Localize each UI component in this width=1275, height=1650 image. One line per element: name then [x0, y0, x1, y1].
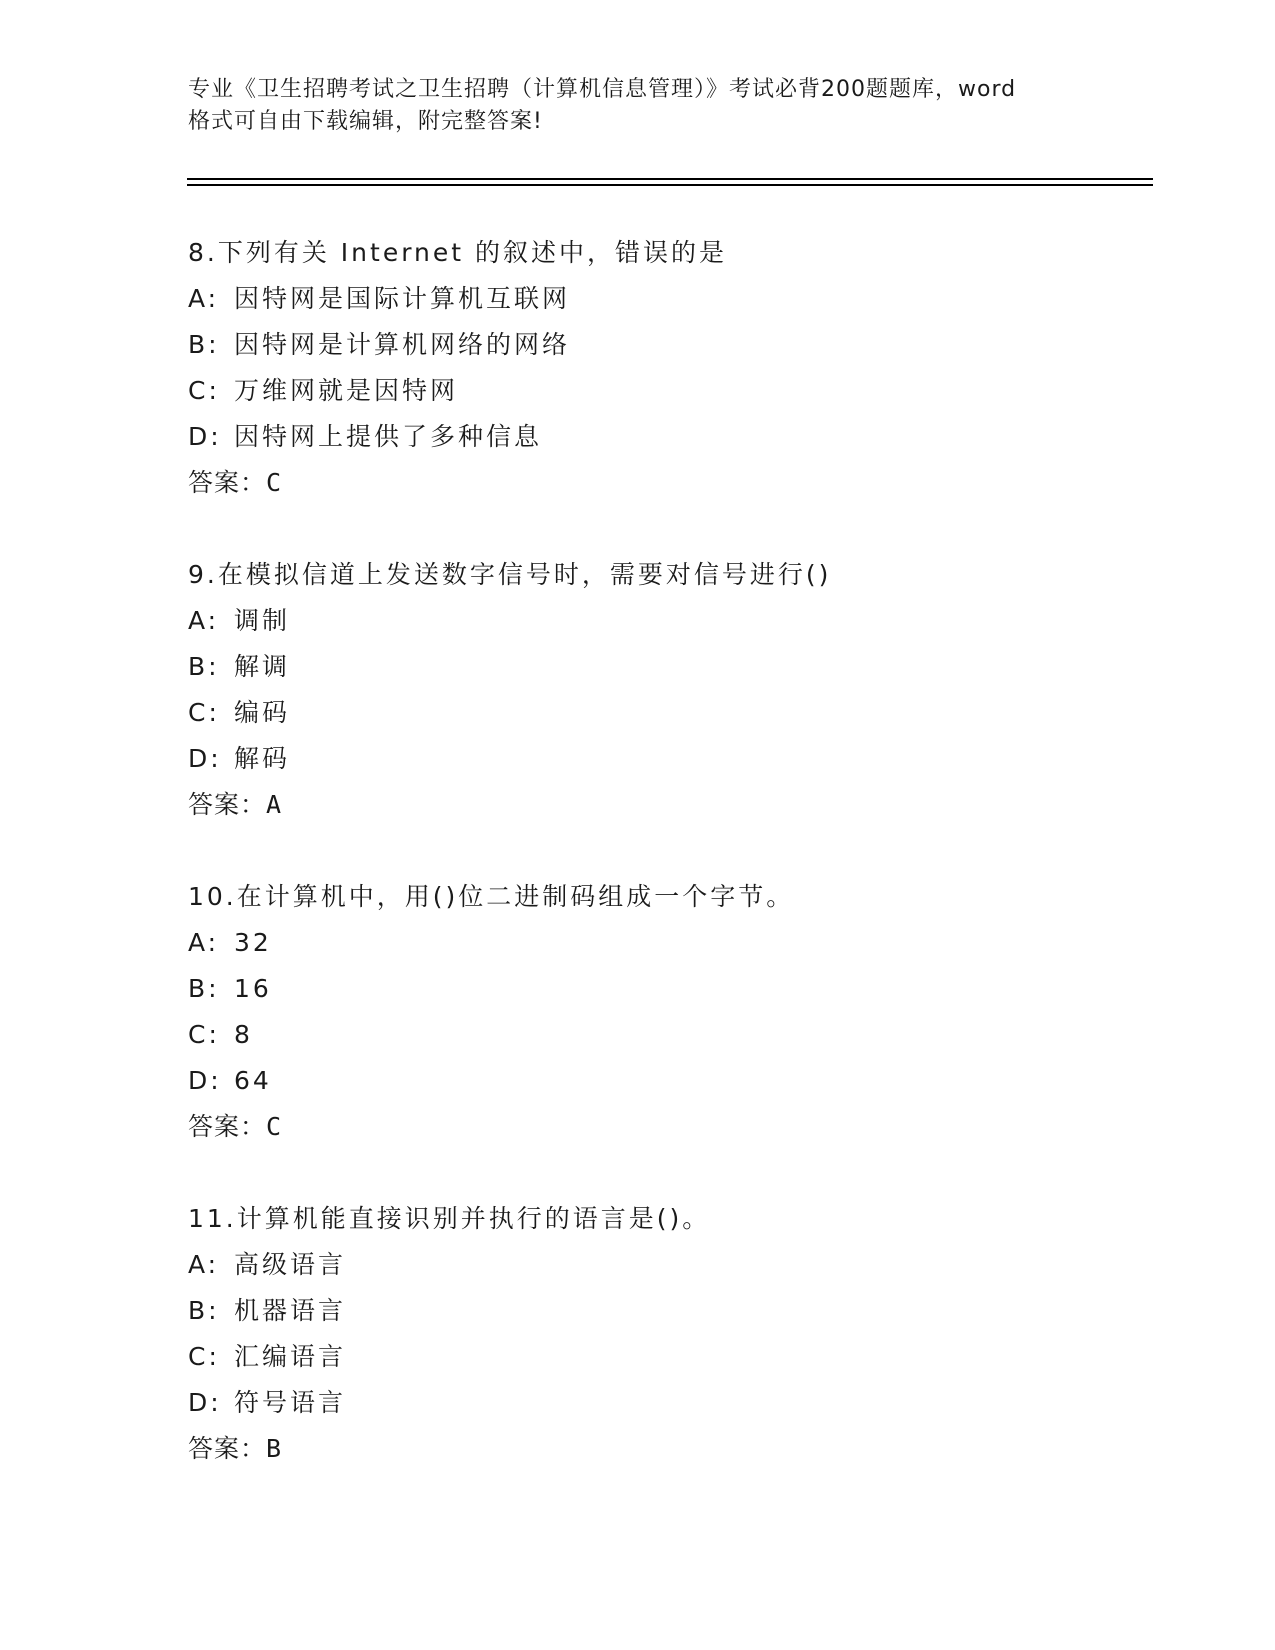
- option-letter: C:: [188, 376, 220, 405]
- answer-line: [188, 1104, 1088, 1150]
- option-letter: D:: [188, 1066, 222, 1095]
- option-text: 汇编语言: [234, 1342, 347, 1371]
- option-text: 编码: [234, 698, 291, 727]
- option-text: 解码: [234, 744, 291, 773]
- option-letter: B:: [188, 974, 220, 1003]
- option-text: 机器语言: [234, 1296, 347, 1325]
- answer-line: [188, 460, 1088, 506]
- option-d: [188, 1058, 1088, 1104]
- option-a: [188, 1242, 1088, 1288]
- option-a: [188, 920, 1088, 966]
- answer-label: 答案：: [188, 1434, 267, 1463]
- answer-value: A: [266, 790, 283, 819]
- option-letter: D:: [188, 1388, 222, 1417]
- question-block: [188, 230, 1088, 506]
- question-block: [188, 874, 1088, 1150]
- option-text: 万维网就是因特网: [234, 376, 459, 405]
- answer-value: B: [266, 1434, 283, 1463]
- answer-line: [188, 782, 1088, 828]
- option-b: [188, 644, 1088, 690]
- option-d: [188, 736, 1088, 782]
- option-c: [188, 1334, 1088, 1380]
- answer-value: C: [266, 1112, 283, 1141]
- option-text: 32: [234, 928, 272, 957]
- answer-line: [188, 1426, 1088, 1472]
- header-divider-top: [187, 178, 1153, 180]
- option-text: 调制: [234, 606, 291, 635]
- header-divider-bottom: [187, 184, 1153, 186]
- option-letter: C:: [188, 1342, 220, 1371]
- option-a: [188, 598, 1088, 644]
- question-block: [188, 1196, 1088, 1472]
- option-letter: A:: [188, 928, 220, 957]
- option-text: 解调: [234, 652, 291, 681]
- answer-label: 答案：: [188, 1112, 267, 1141]
- option-text: 因特网是国际计算机互联网: [234, 284, 571, 313]
- option-letter: B:: [188, 1296, 220, 1325]
- option-text: 高级语言: [234, 1250, 347, 1279]
- question-stem: 9.在模拟信道上发送数字信号时，需要对信号进行(): [188, 560, 832, 589]
- option-b: [188, 322, 1088, 368]
- question-stem: 11.计算机能直接识别并执行的语言是()。: [188, 1204, 711, 1233]
- option-c: [188, 1012, 1088, 1058]
- question-stem: 10.在计算机中，用()位二进制码组成一个字节。: [188, 882, 795, 911]
- question-stem: 8.下列有关 Internet 的叙述中，错误的是: [188, 238, 728, 267]
- option-text: 因特网是计算机网络的网络: [234, 330, 571, 359]
- option-letter: A:: [188, 1250, 220, 1279]
- option-letter: C:: [188, 1020, 220, 1049]
- option-text: 8: [234, 1020, 253, 1049]
- option-text: 16: [234, 974, 272, 1003]
- option-letter: D:: [188, 744, 222, 773]
- option-letter: A:: [188, 284, 220, 313]
- option-letter: C:: [188, 698, 220, 727]
- answer-label: 答案：: [188, 790, 267, 819]
- option-b: [188, 966, 1088, 1012]
- option-a: [188, 276, 1088, 322]
- option-letter: D:: [188, 422, 222, 451]
- option-text: 符号语言: [234, 1388, 347, 1417]
- option-text: 因特网上提供了多种信息: [234, 422, 543, 451]
- option-c: [188, 368, 1088, 414]
- question-block: [188, 552, 1088, 828]
- option-c: [188, 690, 1088, 736]
- document-header: [188, 74, 1108, 138]
- answer-value: C: [266, 468, 283, 497]
- header-line-2: 格式可自由下载编辑，附完整答案!: [188, 109, 543, 134]
- option-letter: B:: [188, 330, 220, 359]
- option-text: 64: [234, 1066, 272, 1095]
- option-d: [188, 1380, 1088, 1426]
- header-line-1: 专业《卫生招聘考试之卫生招聘（计算机信息管理）》考试必背200题题库，word: [188, 77, 1017, 102]
- answer-label: 答案：: [188, 468, 267, 497]
- option-letter: A:: [188, 606, 220, 635]
- option-b: [188, 1288, 1088, 1334]
- option-letter: B:: [188, 652, 220, 681]
- option-d: [188, 414, 1088, 460]
